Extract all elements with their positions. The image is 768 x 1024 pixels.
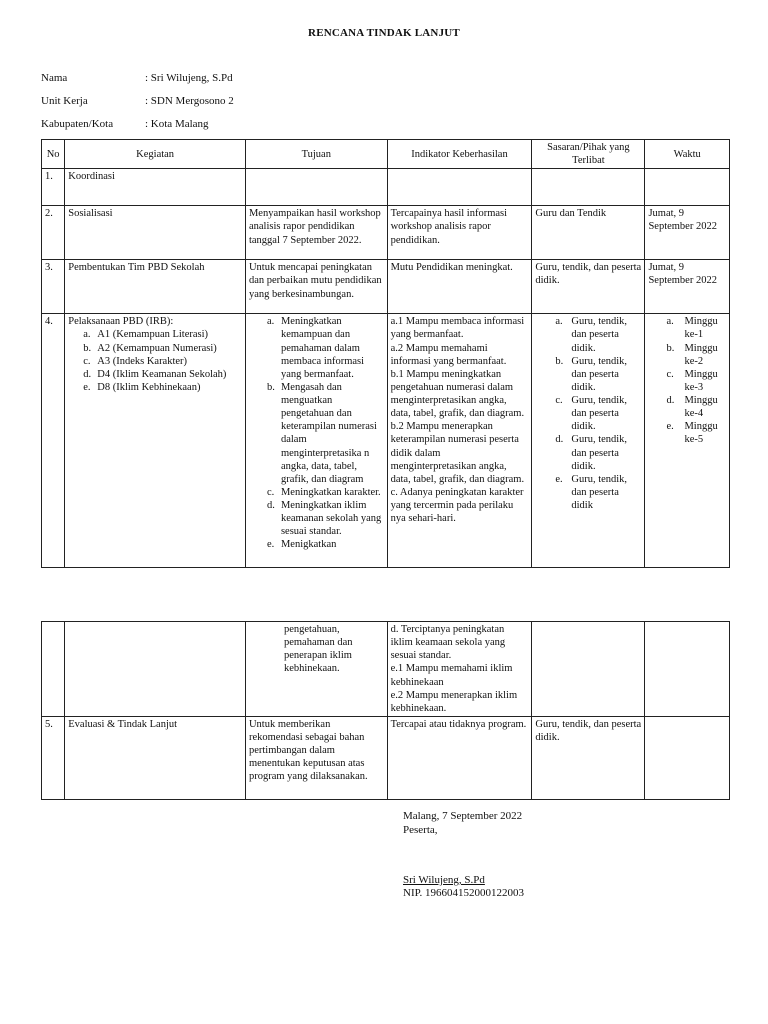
- list-item: c. Meningkatkan karakter.: [266, 486, 381, 498]
- row-tujuan: [245, 314, 387, 568]
- list-item: a. Minggu ke-1: [666, 316, 718, 341]
- row-no: 4.: [42, 314, 65, 568]
- list-item: b. Mengasah dan menguatkan pengetahuan dan keterampilan numerasi dalam menginterpretasika n angka, data, tabel, grafik, dan diagram: [266, 381, 377, 485]
- document-title: RENCANA TINDAK LANJUT: [308, 27, 460, 39]
- tujuan-list: [249, 315, 384, 551]
- list-item: d. Guru, tendik, dan peserta didik.: [555, 434, 628, 472]
- row-sasaran: [532, 622, 645, 717]
- table-row: [42, 622, 730, 717]
- list-item: c. Guru, tendik, dan peserta didik.: [555, 395, 628, 433]
- list-item: d. Meningkatkan iklim keamanan sekolah yang sesuai standar.: [266, 500, 382, 538]
- row-indikator: [387, 169, 532, 206]
- list-item: e. Menigkatkan: [266, 539, 337, 551]
- row-sasaran: Guru dan Tendik: [532, 206, 645, 260]
- row-kegiatan: Sosialisasi: [65, 206, 246, 260]
- row-no: 1.: [42, 169, 65, 206]
- info-label: Unit Kerja: [41, 95, 88, 107]
- list-item: d. Minggu ke-4: [666, 395, 718, 420]
- row-waktu: [645, 716, 730, 799]
- list-item: b. A2 (Kemampuan Numerasi): [83, 342, 217, 354]
- row-indikator: d. Terciptanya peningkatan iklim keamaan sekola yang sesuai standar. e.1 Mampu memahami iklim kebhinekaan e.2 Mampu menerapkan iklim kebhinekaan.: [387, 622, 532, 717]
- table-row: [42, 169, 730, 206]
- list-item: b. Minggu ke-2: [666, 342, 718, 367]
- list-item: e. Minggu ke-5: [666, 421, 718, 446]
- table-row: [42, 206, 730, 260]
- list-item: b. Guru, tendik, dan peserta didik.: [555, 355, 628, 393]
- row-kegiatan: [65, 314, 246, 568]
- table-row: [42, 314, 730, 568]
- row-waktu: [645, 622, 730, 717]
- header-tujuan: Tujuan: [245, 140, 387, 169]
- header-no: No: [42, 140, 65, 169]
- sasaran-list: [535, 315, 641, 512]
- row-sasaran: [532, 169, 645, 206]
- list-item: a. Meningkatkan kemampuan dan pemahaman dalam membaca informasi yang bermanfaat.: [266, 316, 365, 380]
- plan-table-page-1: [41, 139, 730, 568]
- list-item: e. D8 (Iklim Kebhinekaan): [83, 381, 201, 393]
- row-sasaran: Guru, tendik, dan peserta didik.: [532, 716, 645, 799]
- kegiatan-list: [68, 328, 242, 394]
- info-value: : Kota Malang: [145, 118, 209, 130]
- list-item: a. Guru, tendik, dan peserta didik.: [555, 316, 628, 354]
- signature-nip: NIP. 196604152000122003: [403, 887, 525, 899]
- info-label: Nama: [41, 72, 68, 84]
- waktu-list: [648, 315, 726, 446]
- row-tujuan: pengetahuan, pemahaman dan penerapan iklim kebhinekaan.: [245, 622, 387, 717]
- list-item: e. Guru, tendik, dan peserta didik: [555, 473, 628, 511]
- row-kegiatan: Pembentukan Tim PBD Sekolah: [65, 260, 246, 314]
- row-no: [42, 622, 65, 717]
- info-value: : SDN Mergosono 2: [145, 95, 234, 107]
- row-waktu: [645, 169, 730, 206]
- list-item: d. D4 (Iklim Keamanan Sekolah): [83, 368, 227, 380]
- row-indikator: a.1 Mampu membaca informasi yang bermanfaat. a.2 Mampu memahami informasi yang bermanfaat. b.1 Mampu meningkatkan pengetahuan numerasi dalam menginterpretasikan angka, data, tabel, grafik, dan diagram. b.2 Mampu menerapkan keterampilan numerasi peserta didik dalam menginterpretasikan angka, data, tabel, grafik, dan diagram. c. Adanya peningkatan karakter yang tercermin pada perilaku nya sehari-hari.: [387, 314, 532, 568]
- row-sasaran: [532, 314, 645, 568]
- info-label: Kabupaten/Kota: [41, 118, 114, 130]
- row-tujuan: Untuk memberikan rekomendasi sebagai bahan pertimbangan dalam menentukan keputusan atas program yang dilaksanakan.: [245, 716, 387, 799]
- table-row: [42, 260, 730, 314]
- plan-table-page-2: [41, 621, 730, 800]
- list-item: c. A3 (Indeks Karakter): [83, 355, 188, 367]
- kegiatan-heading: Pelaksanaan PBD (IRB):: [68, 316, 174, 328]
- list-item: a. A1 (Kemampuan Literasi): [83, 329, 209, 341]
- row-indikator: Mutu Pendidikan meningkat.: [387, 260, 532, 314]
- signature-name: Sri Wilujeng, S.Pd: [403, 874, 485, 886]
- row-tujuan: Untuk mencapai peningkatan dan perbaikan mutu pendidikan yang berkesinambungan.: [245, 260, 387, 314]
- row-no: 3.: [42, 260, 65, 314]
- header-kegiatan: Kegiatan: [65, 140, 246, 169]
- row-no: 2.: [42, 206, 65, 260]
- header-sasaran: Sasaran/Pihak yang Terlibat: [532, 140, 645, 169]
- table-row: [42, 716, 730, 799]
- row-waktu: Jumat, 9 September 2022: [645, 260, 730, 314]
- signature-place-date: Malang, 7 September 2022: [403, 810, 523, 822]
- header-waktu: Waktu: [645, 140, 730, 169]
- row-tujuan: Menyampaikan hasil workshop analisis rapor pendidikan tanggal 7 September 2022.: [245, 206, 387, 260]
- row-indikator: Tercapai atau tidaknya program.: [387, 716, 532, 799]
- row-kegiatan: Evaluasi & Tindak Lanjut: [65, 716, 246, 799]
- row-kegiatan: [65, 622, 246, 717]
- row-kegiatan: Koordinasi: [65, 169, 246, 206]
- row-waktu: [645, 314, 730, 568]
- info-value: : Sri Wilujeng, S.Pd: [145, 72, 233, 84]
- row-no: 5.: [42, 716, 65, 799]
- list-item: c. Minggu ke-3: [666, 368, 718, 393]
- row-indikator: Tercapainya hasil informasi workshop analisis rapor pendidikan.: [387, 206, 532, 260]
- signature-role: Peserta,: [403, 824, 438, 836]
- row-tujuan: [245, 169, 387, 206]
- row-sasaran: Guru, tendik, dan peserta didik.: [532, 260, 645, 314]
- row-waktu: Jumat, 9 September 2022: [645, 206, 730, 260]
- table-header-row: [42, 140, 730, 169]
- header-indikator: Indikator Keberhasilan: [387, 140, 532, 169]
